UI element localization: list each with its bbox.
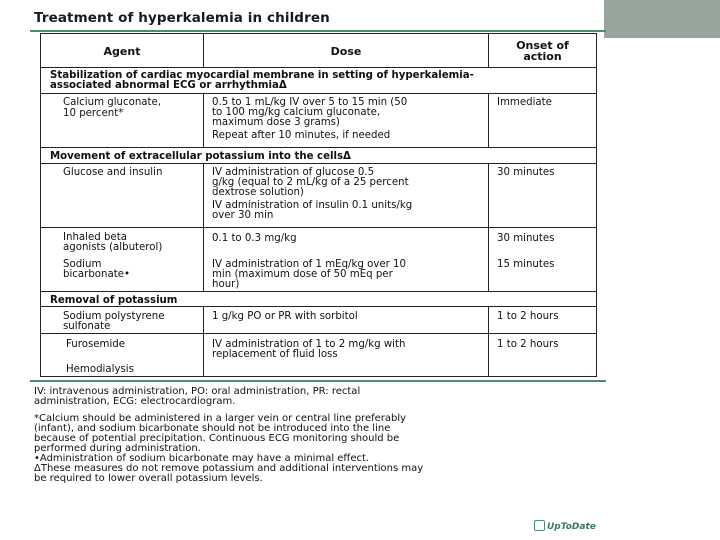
page-title: Treatment of hyperkalemia in children <box>34 10 330 26</box>
section-title: Movement of extracellular potassium into the cellsΔ <box>50 151 351 162</box>
footnote-line: ΔThese measures do not remove potassium and additional interventions may <box>34 463 424 474</box>
uptodate-logo <box>534 520 596 532</box>
footnote-line: *Calcium should be administered in a larger vein or central line preferably <box>34 413 407 424</box>
bottom-rule <box>30 380 606 382</box>
footnote-line: •Administration of sodium bicarbonate may have a minimal effect. <box>34 453 370 464</box>
col-divider <box>203 93 204 147</box>
dose-cell: 0.5 to 1 mL/kg IV over 5 to 15 min (50 <box>212 97 408 108</box>
row-divider <box>40 306 597 307</box>
dose-cell: hour) <box>212 279 240 290</box>
agent-cell: agonists (albuterol) <box>63 242 163 253</box>
dose-cell: IV administration of 1 to 2 mg/kg with <box>212 339 406 350</box>
footnote-line: because of potential precipitation. Continuous ECG monitoring should be <box>34 433 400 444</box>
agent-cell: sulfonate <box>63 321 111 332</box>
footnote-line: administration, ECG: electrocardiogram. <box>34 396 236 407</box>
agent-cell: Furosemide <box>66 339 126 350</box>
row-divider <box>40 163 597 164</box>
dose-cell: replacement of fluid loss <box>212 349 338 360</box>
dose-cell: 1 g/kg PO or PR with sorbitol <box>212 311 358 322</box>
col-divider <box>203 306 204 377</box>
footnote-line: (infant), and sodium bicarbonate should not be introduced into the line <box>34 423 391 434</box>
agent-cell: bicarbonate• <box>63 269 130 280</box>
onset-cell: 1 to 2 hours <box>497 311 559 322</box>
row-divider <box>40 291 597 292</box>
onset-cell: Immediate <box>497 97 552 108</box>
col-divider <box>488 306 489 377</box>
col-divider <box>488 93 489 147</box>
section-title: associated abnormal ECG or arrhythmiaΔ <box>50 80 287 91</box>
uptodate-logo-icon <box>534 520 545 531</box>
onset-cell: 30 minutes <box>497 233 555 244</box>
corner-accent-box <box>604 0 720 38</box>
dose-cell: min (maximum dose of 50 mEq per <box>212 269 393 280</box>
row-divider <box>40 93 597 94</box>
dose-cell: IV administration of 1 mEq/kg over 10 <box>212 259 407 270</box>
dose-cell: g/kg (equal to 2 mL/kg of a 25 percent <box>212 177 409 188</box>
agent-cell: Hemodialysis <box>66 364 134 375</box>
section-title: Stabilization of cardiac myocardial membrane in setting of hyperkalemia- <box>50 70 474 81</box>
dose-cell: IV administration of insulin 0.1 units/kg <box>212 200 413 211</box>
dose-cell: 0.1 to 0.3 mg/kg <box>212 233 297 244</box>
agent-cell: Sodium <box>63 259 102 270</box>
footnote-line: be required to lower overall potassium levels. <box>34 473 263 484</box>
header-onset-line1: Onset of <box>516 39 569 52</box>
agent-cell: Sodium polystyrene <box>63 311 165 322</box>
dose-cell: Repeat after 10 minutes, if needed <box>212 130 391 141</box>
dose-cell: dextrose solution) <box>212 187 304 198</box>
dose-cell: over 30 min <box>212 210 274 221</box>
row-divider <box>40 67 597 68</box>
footnote-line: performed during administration. <box>34 443 201 454</box>
uptodate-logo-text: UpToDate <box>547 522 596 532</box>
agent-cell: 10 percent* <box>63 108 124 119</box>
header-onset-line2: action <box>523 50 562 63</box>
header-agent: Agent <box>103 45 141 58</box>
onset-cell: 30 minutes <box>497 167 555 178</box>
section-title: Removal of potassium <box>50 295 178 306</box>
agent-cell: Calcium gluconate, <box>63 97 162 108</box>
dose-cell: maximum dose 3 grams) <box>212 117 340 128</box>
onset-cell: 1 to 2 hours <box>497 339 559 350</box>
top-rule <box>30 30 606 32</box>
agent-cell: Inhaled beta <box>63 232 127 243</box>
onset-cell: 15 minutes <box>497 259 555 270</box>
agent-cell: Glucose and insulin <box>63 167 163 178</box>
dose-cell: to 100 mg/kg calcium gluconate, <box>212 107 381 118</box>
row-divider <box>40 227 597 228</box>
row-divider <box>40 147 597 148</box>
header-dose: Dose <box>330 45 362 58</box>
footnote-line: IV: intravenous administration, PO: oral administration, PR: rectal <box>34 386 361 397</box>
dose-cell: IV administration of glucose 0.5 <box>212 167 375 178</box>
row-divider <box>40 333 597 334</box>
